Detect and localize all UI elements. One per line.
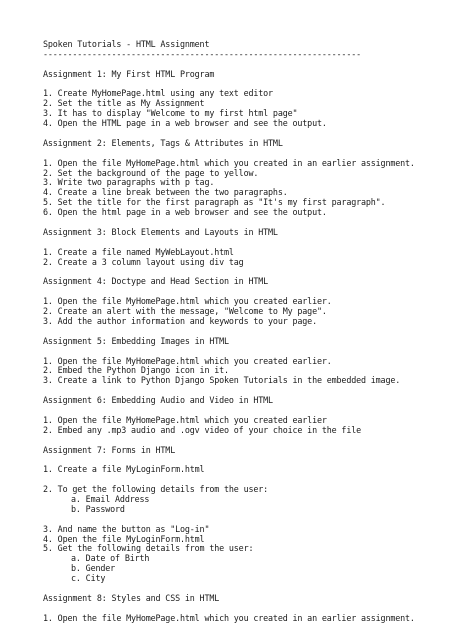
list-item: 2. Create a 3 column layout using div tag xyxy=(43,256,244,267)
sub-item: b. Password xyxy=(71,503,125,514)
list-item: 2. To get the following details from the user: xyxy=(43,484,269,495)
list-item: 4. Create a line break between the two paragraphs. xyxy=(43,187,288,198)
list-item: 1. Create a file MyLoginForm.html xyxy=(43,464,205,475)
assignment-heading: Assignment 4: Doctype and Head Section in HTML xyxy=(43,276,269,287)
list-item: 2. Embed any .mp3 audio and .ogv video of your choice in the file xyxy=(43,424,361,435)
list-item: 2. Set the background of the page to yellow. xyxy=(43,167,259,178)
assignment-heading: Assignment 3: Block Elements and Layouts in HTML xyxy=(43,226,278,237)
list-item: 6. Open the html page in a web browser and see the output. xyxy=(43,207,327,218)
list-item: 1. Create a file named MyWebLayout.html xyxy=(43,246,234,257)
assignment-heading: Assignment 2: Elements, Tags & Attributes in HTML xyxy=(43,137,283,148)
list-item: 4. Open the HTML page in a web browser and see the output. xyxy=(43,118,327,129)
assignment-heading: Assignment 6: Embedding Audio and Video in HTML xyxy=(43,395,273,406)
assignment-heading: Assignment 8: Styles and CSS in HTML xyxy=(43,592,220,603)
sub-item: a. Date of Birth xyxy=(71,553,150,564)
sub-item: b. Gender xyxy=(71,563,116,574)
list-item: 1. Create MyHomePage.html using any text editor xyxy=(43,88,273,99)
sub-item: c. City xyxy=(71,573,106,584)
list-item: 1. Open the file MyHomePage.html which you created in an earlier assignment. xyxy=(43,157,415,168)
list-item: 3. And name the button as "Log-in" xyxy=(43,523,210,534)
list-item: 1. Open the file MyHomePage.html which you created in an earlier assignment. xyxy=(43,612,415,623)
list-item: 1. Open the file MyHomePage.html which you created earlier. xyxy=(43,296,332,307)
assignment-heading: Assignment 5: Embedding Images in HTML xyxy=(43,335,229,346)
assignment-heading: Assignment 1: My First HTML Program xyxy=(43,68,215,79)
list-item: 3. Create a link to Python Django Spoken Tutorials in the embedded image. xyxy=(43,375,401,386)
document-title: Spoken Tutorials - HTML Assignment xyxy=(43,39,210,49)
assignment-list xyxy=(43,60,474,624)
sub-item: a. Email Address xyxy=(71,493,150,504)
list-item: 3. It has to display "Welcome to my first html page" xyxy=(43,108,298,119)
assignment-heading: Assignment 7: Forms in HTML xyxy=(43,444,176,455)
list-item: 2. Create an alert with the message, "Welcome to My page". xyxy=(43,306,327,317)
title-rule: ----------------------------------------------------------------- xyxy=(43,48,361,59)
list-item: 3. Write two paragraphs with p tag. xyxy=(43,177,215,188)
list-item: 5. Set the title for the first paragraph as "It's my first paragraph". xyxy=(43,197,386,208)
list-item: 5. Get the following details from the user: xyxy=(43,543,254,554)
list-item: 2. Embed the Python Django icon in it. xyxy=(43,365,229,376)
list-item: 2. Set the title as My Assignment xyxy=(43,98,205,109)
list-item: 4. Open the file MyLoginForm.html xyxy=(43,533,205,544)
list-item: 1. Open the file MyHomePage.html which you created earlier xyxy=(43,414,327,425)
list-item: 1. Open the file MyHomePage.html which you created earlier. xyxy=(43,355,332,366)
list-item: 3. Add the author information and keywords to your page. xyxy=(43,315,317,326)
